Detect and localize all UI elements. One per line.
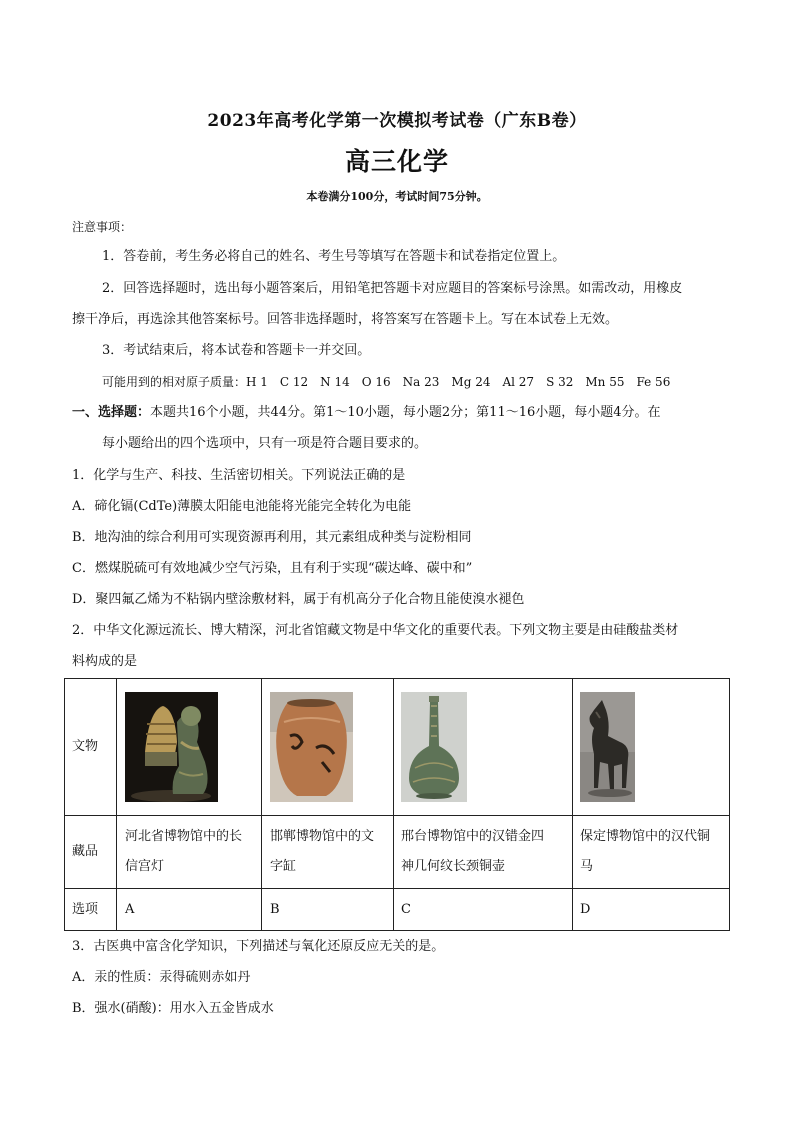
notice-heading: 注意事项：: [72, 220, 133, 234]
collection-c-line1: 邢台博物馆中的汉错金四: [401, 829, 545, 844]
q3-option-b: B．强水(硝酸)：用水入五金皆成水: [72, 1001, 274, 1016]
section1-desc-b: 每小题给出的四个选项中，只有一项是符合题目要求的。: [102, 436, 428, 451]
row-label-artifact: 文物: [72, 739, 99, 754]
section1-label: 一、选择题：: [72, 405, 151, 420]
collection-a-line2: 信宫灯: [125, 859, 165, 874]
q2-stem-a: 2．中华文化源远流长、博大精深，河北省馆藏文物是中华文化的重要代表。下列文物主要是由硅酸盐类材: [72, 623, 679, 638]
artifact-image-horse: [580, 692, 635, 802]
option-c: C: [401, 902, 411, 917]
collection-b-line2: 字缸: [270, 859, 297, 874]
q1-option-c: C．燃煤脱硫可有效地减少空气污染，且有利于实现“碳达峰、碳中和”: [72, 561, 473, 576]
collection-d-line2: 马: [580, 859, 594, 874]
notice-item-2b: 擦干净后，再选涂其他答案标号。回答非选择题时，将答案写在答题卡上。写在本试卷上无效。: [72, 312, 619, 327]
artifact-table: [64, 678, 730, 931]
section1-heading: [72, 403, 732, 423]
collection-a-line1: 河北省博物馆中的长: [125, 829, 243, 844]
subject-title: 高三化学: [344, 147, 449, 176]
q1-stem: 1．化学与生产、科技、生活密切相关。下列说法正确的是: [72, 468, 406, 483]
q1-option-d: D．聚四氟乙烯为不粘锅内壁涂敷材料，属于有机高分子化合物且能使溴水褪色: [72, 592, 525, 607]
q2-stem-b: 料构成的是: [72, 654, 138, 669]
collection-d-line1: 保定博物馆中的汉代铜: [580, 829, 711, 844]
row-label-collection: 藏品: [72, 844, 99, 859]
option-b: B: [270, 902, 280, 917]
q3-stem: 3．古医典中富含化学知识，下列描述与氧化还原反应无关的是。: [72, 939, 445, 954]
collection-b-line1: 邯郸博物馆中的文: [270, 829, 375, 844]
notice-item-1: 1．答卷前，考生务必将自己的姓名、考生号等填写在答题卡和试卷指定位置上。: [102, 249, 566, 264]
exam-subtitle: 本卷满分100分，考试时间75分钟。: [306, 190, 488, 203]
row-label-option: 选项: [72, 902, 99, 917]
artifact-image-jar: [270, 692, 353, 802]
option-d: D: [580, 902, 591, 917]
option-a: A: [125, 902, 135, 917]
q1-option-b: B．地沟油的综合利用可实现资源再利用，其元素组成种类与淀粉相同: [72, 530, 472, 545]
q3-option-a: A．汞的性质：汞得硫则赤如丹: [72, 970, 251, 985]
atomic-mass-line: 可能用到的相对原子质量：H 1 C 12 N 14 O 16 Na 23 Mg 24 Al 27 S 32 Mn 55 Fe 56: [102, 375, 671, 389]
q1-option-a: A．碲化镉(CdTe)薄膜太阳能电池能将光能完全转化为电能: [72, 499, 412, 514]
exam-title: 2023年高考化学第一次模拟考试卷（广东B卷）: [207, 111, 587, 131]
collection-c-line2: 神几何纹长颈铜壶: [401, 859, 506, 874]
notice-item-2a: 2．回答选择题时，选出每小题答案后，用铅笔把答题卡对应题目的答案标号涂黑。如需改动，用橡皮: [102, 281, 683, 296]
artifact-image-vase: [401, 692, 467, 802]
section1-desc-a: 本题共16个小题，共44分。第1～10小题，每小题2分；第11～16小题，每小题4分。在: [150, 405, 661, 420]
artifact-image-lamp: [125, 692, 218, 802]
notice-item-3: 3．考试结束后，将本试卷和答题卡一并交回。: [102, 343, 371, 358]
